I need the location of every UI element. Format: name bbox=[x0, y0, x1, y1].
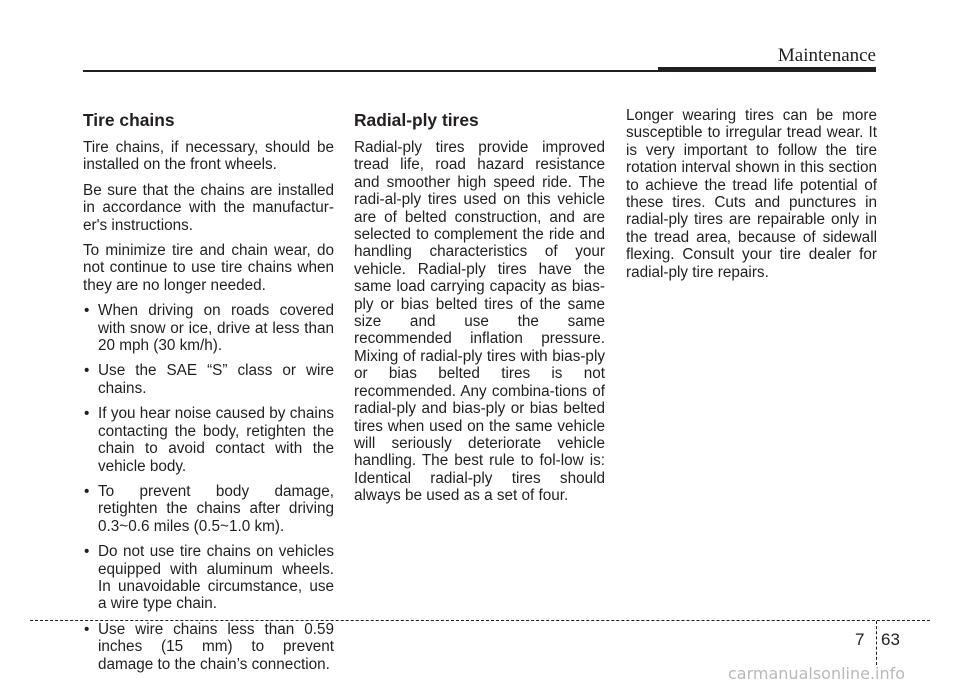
bullet-item bbox=[83, 483, 334, 535]
bullet-text: Do not use tire chains on vehicles equipped with aluminum wheels. In unavoidable circumstance, use a wire type chain. bbox=[98, 543, 334, 613]
tire-chains-paragraph-1: Tire chains, if necessary, should be installed on the front wheels. bbox=[83, 139, 334, 174]
bullet-text: When driving on roads covered with snow or ice, drive at less than 20 mph (30 km/h). bbox=[98, 302, 334, 355]
watermark-text: carmanualsonline.info bbox=[728, 664, 906, 683]
bullet-dot: • bbox=[84, 405, 90, 423]
bullet-item bbox=[83, 405, 334, 475]
radial-ply-continued-paragraph: Longer wearing tires can be more susceptible to irregular tread wear. It is very important to follow the tire rotation interval shown in this section to achieve the tread life potential of these tires. Cuts and punctures in radial-ply tires are repairable only in the tread area, because of sidewall flexing. Consult your tire dealer for radial-ply tire repairs. bbox=[626, 107, 877, 281]
bullet-dot: • bbox=[84, 362, 90, 380]
bullet-dot: • bbox=[84, 302, 90, 320]
bullet-item bbox=[83, 362, 334, 397]
bullet-text: Use wire chains less than 0.59 inches (15 mm) to prevent damage to the chain’s connection. bbox=[98, 620, 334, 673]
footer-dashed-rule bbox=[30, 620, 930, 621]
tire-chains-bullet-list bbox=[83, 302, 334, 673]
header-rule-thin bbox=[83, 70, 661, 72]
footer-dashed-divider bbox=[876, 621, 877, 665]
column-radial-ply-continued bbox=[626, 107, 877, 289]
header-section-title: Maintenance bbox=[777, 45, 876, 66]
chapter-number: 7 bbox=[855, 630, 865, 649]
header-rule-thick bbox=[658, 67, 876, 72]
tire-chains-paragraph-3: To minimize tire and chain wear, do not continue to use tire chains when they are no longer needed. bbox=[83, 242, 334, 294]
bullet-dot: • bbox=[84, 482, 90, 500]
radial-ply-heading: Radial-ply tires bbox=[354, 110, 479, 130]
bullet-text: To prevent body damage, retighten the chains after driving 0.3~0.6 miles (0.5~1.0 km). bbox=[98, 482, 334, 535]
tire-chains-paragraph-2: Be sure that the chains are installed in accordance with the manufactur-er's instructions. bbox=[83, 181, 334, 234]
page-number: 63 bbox=[881, 630, 900, 649]
tire-chains-heading: Tire chains bbox=[83, 110, 175, 130]
bullet-item bbox=[83, 621, 334, 673]
radial-ply-paragraph: Radial-ply tires provide improved tread life, road hazard resistance and smoother high speed ride. The radi-al-ply tires used on this vehicle are of belted construction, and are selected to complement the ride and handling characteristics of your vehicle. Radial-ply tires have the same load carrying capacity as bias-ply or bias belted tires of the same size and use the same recommended inflation pressure. Mixing of radial-ply tires with bias-ply or bias belted tires is not recommended. Any combina-tions of radial-ply and bias-ply or bias belted tires when used on the same vehicle will seriously deteriorate vehicle handling. The best rule to fol-low is: Identical radial-ply tires should always be used as a set of four. bbox=[354, 139, 605, 505]
bullet-dot: • bbox=[84, 620, 90, 638]
bullet-item bbox=[83, 543, 334, 613]
column-radial-ply bbox=[354, 110, 605, 513]
bullet-item bbox=[83, 302, 334, 354]
bullet-text: Use the SAE “S” class or wire chains. bbox=[98, 362, 334, 397]
column-tire-chains bbox=[83, 110, 334, 681]
bullet-text: If you hear noise caused by chains contacting the body, retighten the chain to avoid contact with the vehicle body. bbox=[98, 405, 334, 475]
bullet-dot: • bbox=[84, 543, 90, 561]
